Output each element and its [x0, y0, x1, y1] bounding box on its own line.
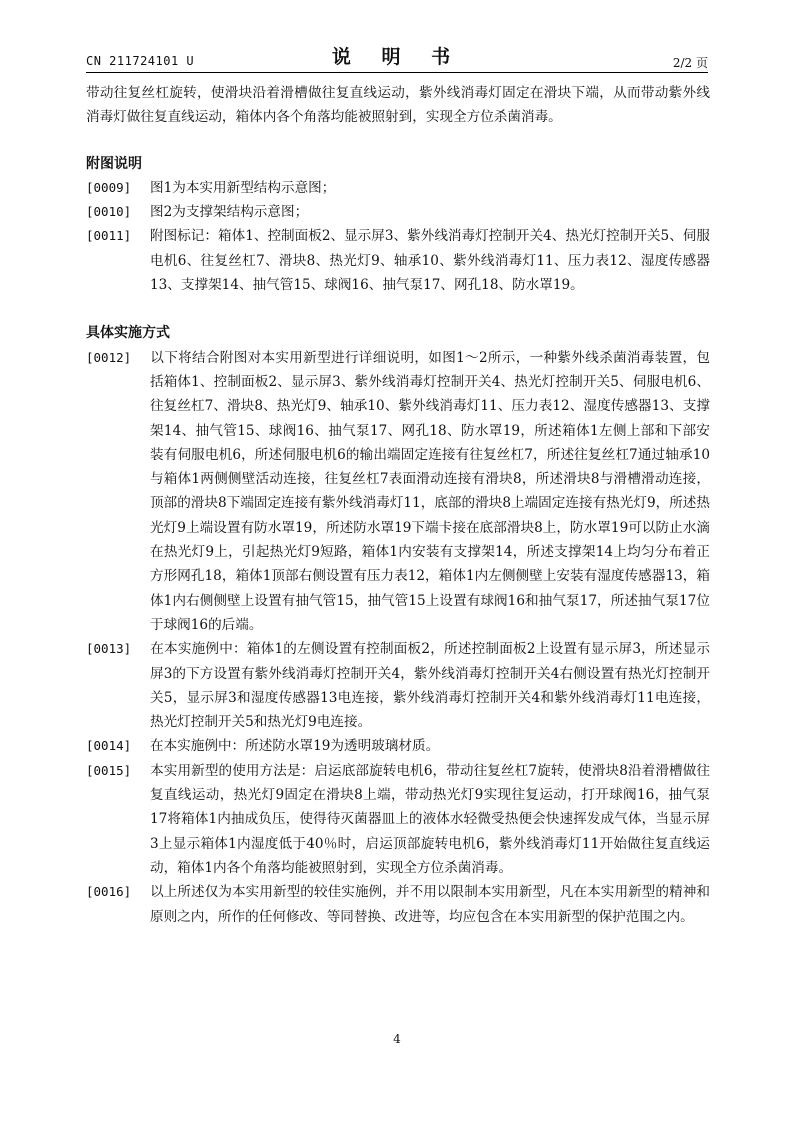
paragraph-text: 以上所述仅为本实用新型的较佳实施例，并不用以限制本实用新型，凡在本实用新型的精神和原则之内，所作的任何修改、等同替换、改进等，均应包含在本实用新型的保护范围之内。 — [150, 884, 710, 925]
paragraph-number: [0016] — [86, 884, 132, 900]
paragraph-number: [0012] — [86, 349, 132, 365]
paragraph-number: [0014] — [86, 738, 132, 754]
page-indicator: 2/2 页 — [672, 56, 708, 70]
paragraph-text: 以下将结合附图对本实用新型进行详细说明，如图1～2所示，一种紫外线杀菌消毒装置，包括箱体1、控制面板2、显示屏3、紫外线消毒灯控制开关4、热光灯控制开关5、伺服电机6、往复丝杠7、滑块8、热光灯9、轴承10、紫外线消毒灯11、压力表12、湿度传感器13、支撑架14、抽气管15、球阀16、抽气泵17、网孔18、防水罩19，所述箱体1左侧上部和下部安装有伺服电机6，所述伺服电机6的输出端固定连接有往复丝杠7，所述往复丝杠7通过轴承10与箱体1两侧侧壁活动连接，往复丝杠7表面滑动连接有滑块8，所述滑块8与滑槽滑动连接，顶部的滑块8下端固定连接有紫外线消毒灯11，底部的滑块8上端固定连接有热光灯9，所述热光灯9上端设置有防水罩19，所述防水罩19下端卡接在底部滑块8上，防水罩19可以防止水滴在热光灯9上，引起热光灯9短路，箱体1内安装有支撑架14，所述支撑架14上均匀分布着正方形网孔18，箱体1顶部右侧设置有压力表12，箱体1内左侧侧壁上安装有湿度传感器13，箱体1内右侧侧壁上设置有抽气管15，抽气管15上设置有球阀16和抽气泵17，所述抽气泵17位于球阀16的后端。 — [150, 349, 710, 633]
paragraph-0011 — [86, 224, 710, 297]
page-header — [86, 40, 708, 72]
paragraph-text: 在本实施例中：箱体1的左侧设置有控制面板2，所述控制面板2上设置有显示屏3，所述显示屏3的下方设置有紫外线消毒灯控制开关4，紫外线消毒灯控制开关4右侧设置有热光灯控制开关5，显示屏3和湿度传感器13电连接，紫外线消毒灯控制开关4和紫外线消毒灯11电连接，热光灯控制开关5和热光灯9电连接。 — [150, 641, 710, 731]
paragraph-number: [0015] — [86, 762, 132, 778]
page-footer-number: 4 — [393, 1032, 401, 1046]
paragraph-number: [0011] — [86, 228, 132, 244]
paragraph-0013 — [86, 637, 710, 734]
paragraph-text: 图1为本实用新型结构示意图； — [150, 179, 336, 196]
paragraph-0012 — [86, 346, 710, 638]
paragraph-0010 — [86, 200, 710, 224]
paragraph-text: 在本实施例中：所述防水罩19为透明玻璃材质。 — [150, 738, 440, 755]
paragraph-number: [0013] — [86, 641, 132, 657]
paragraph-0014 — [86, 734, 710, 758]
paragraph-number: [0010] — [86, 204, 132, 220]
section-heading-embodiment: 具体实施方式 — [86, 325, 170, 342]
header-rule — [86, 72, 708, 73]
paragraph-text: 图2为支撑架结构示意图； — [150, 204, 309, 221]
paragraph-text: 附图标记：箱体1、控制面板2、显示屏3、紫外线消毒灯控制开关4、热光灯控制开关5、伺服电机6、往复丝杠7、滑块8、热光灯9、轴承10、紫外线消毒灯11、压力表12、湿度传感器13、支撑架14、抽气管15、球阀16、抽气泵17、网孔18、防水罩19。 — [150, 228, 710, 294]
document-body — [86, 81, 710, 929]
paragraph-number: [0009] — [86, 179, 132, 195]
paragraph-0009 — [86, 176, 710, 200]
paragraph-0016 — [86, 880, 710, 929]
paragraph-0015 — [86, 759, 710, 880]
patent-number: CN 211724101 U — [86, 54, 195, 68]
paragraph-text: 本实用新型的使用方法是：启运底部旋转电机6，带动往复丝杠7旋转，使滑块8沿着滑槽做往复直线运动，热光灯9固定在滑块8上端，带动热光灯9实现往复运动，打开球阀16，抽气泵17将箱体1内抽成负压，使得待灭菌器皿上的液体水轻微受热便会快速挥发成气体，当显示屏3上显示箱体1内湿度低于40％时，启运顶部旋转电机6，紫外线消毒灯11开始做往复直线运动，箱体1内各个角落均能被照射到，实现全方位杀菌消毒。 — [150, 762, 710, 876]
document-title: 说 明 书 — [331, 46, 463, 68]
intro-paragraph: 带动往复丝杠旋转，使滑块沿着滑槽做往复直线运动，紫外线消毒灯固定在滑块下端，从而带动紫外线消毒灯做往复直线运动，箱体内各个角落均能被照射到，实现全方位杀菌消毒。 — [86, 85, 710, 126]
section-heading-figures: 附图说明 — [86, 155, 142, 172]
